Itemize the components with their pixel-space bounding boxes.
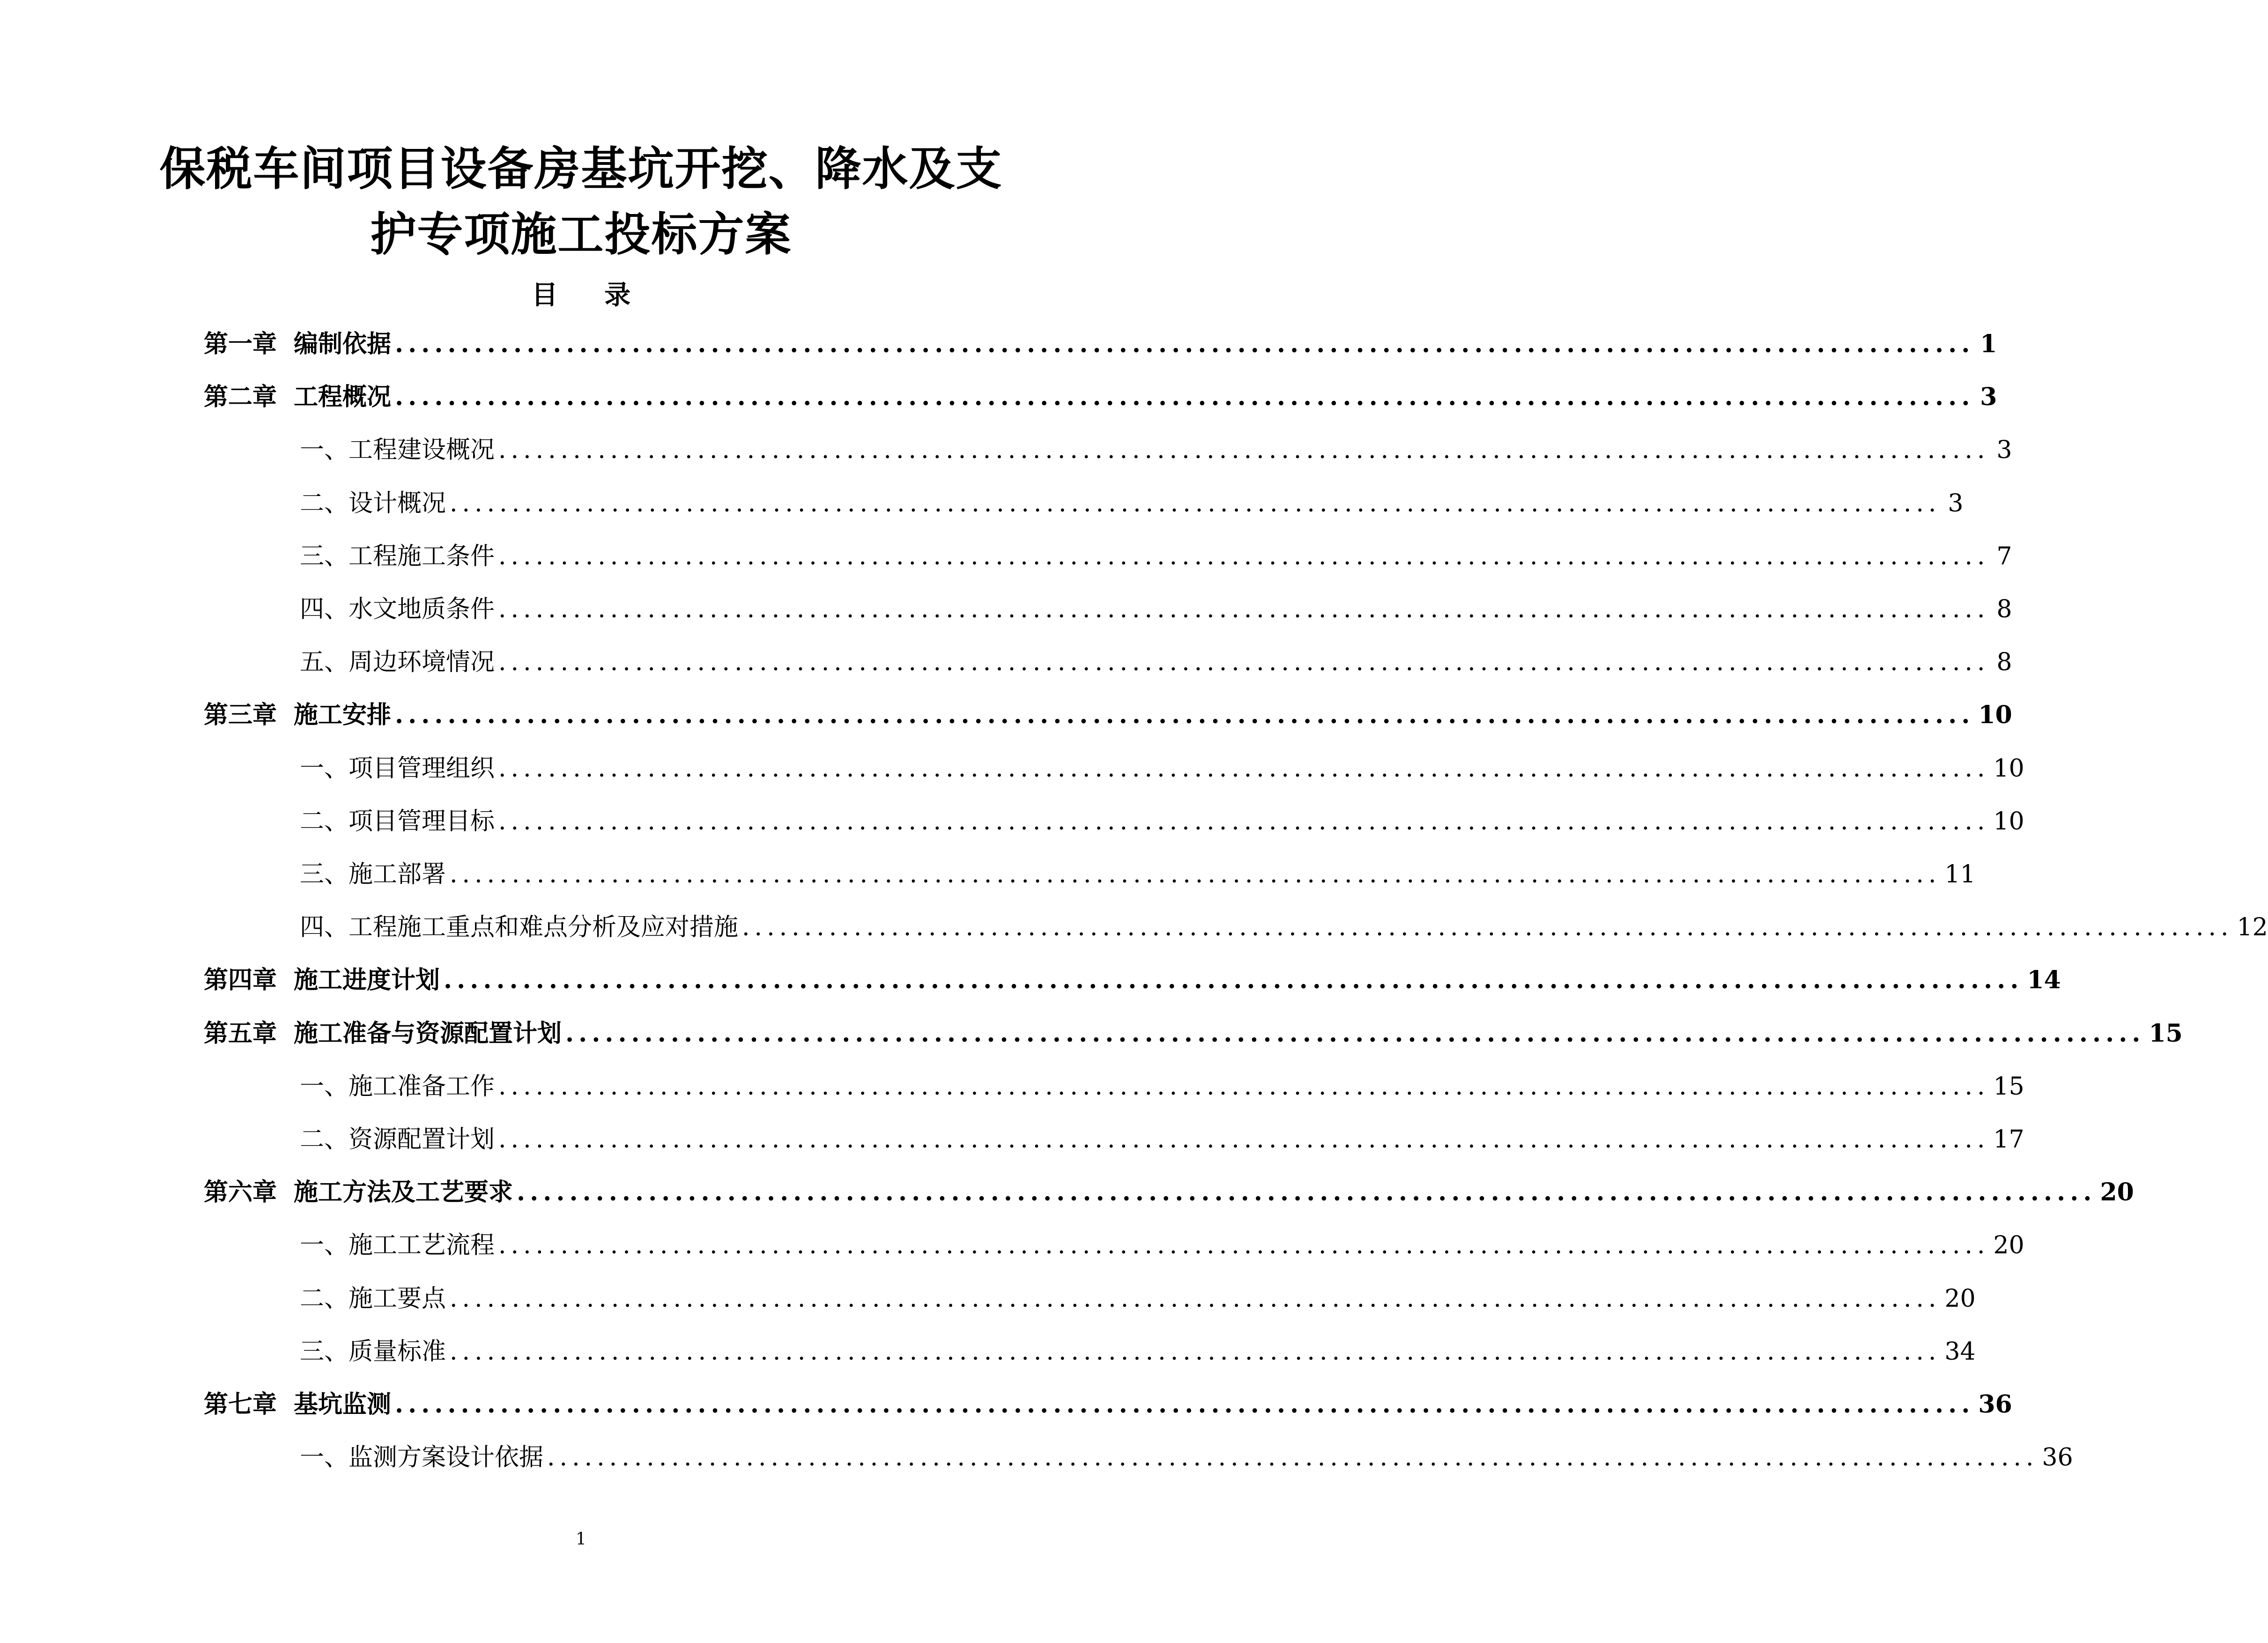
toc-entry-title: 一、工程建设概况 bbox=[300, 436, 495, 465]
toc-page-number: 36 bbox=[1978, 1390, 2012, 1419]
toc-dot-leader: ........................................................................................................................ bbox=[498, 595, 1990, 623]
toc-chapter-entry[interactable] bbox=[204, 323, 1997, 365]
toc-dot-leader: ........................................................................................................................ bbox=[498, 807, 1990, 836]
toc-entry-label bbox=[300, 1066, 495, 1108]
toc-entry-title: 编制依据 bbox=[294, 330, 392, 358]
toc-page-number: 36 bbox=[2042, 1443, 2073, 1472]
toc-page-number: 15 bbox=[2149, 1019, 2183, 1048]
toc-entry-label bbox=[204, 323, 391, 365]
toc-entry-title: 二、设计概况 bbox=[300, 489, 446, 518]
toc-section-entry[interactable] bbox=[300, 1436, 2073, 1479]
toc-chapter-entry[interactable] bbox=[204, 1171, 2134, 1214]
toc-entry-title: 三、施工部署 bbox=[300, 860, 446, 888]
toc-entry-label bbox=[300, 1436, 543, 1479]
toc-dot-leader: ........................................................................................................................ bbox=[498, 754, 1990, 783]
toc-entry-label bbox=[300, 641, 495, 683]
toc-entry-title: 三、质量标准 bbox=[300, 1337, 446, 1366]
toc-dot-leader: ........................................................................................................................ bbox=[395, 383, 1975, 412]
toc-entry-title: 一、施工准备工作 bbox=[300, 1072, 495, 1101]
toc-section-entry[interactable] bbox=[300, 1224, 2024, 1266]
toc-entry-label bbox=[300, 1224, 495, 1266]
toc-entry-title: 施工安排 bbox=[294, 701, 392, 730]
toc-entry-title: 施工方法及工艺要求 bbox=[294, 1178, 513, 1207]
toc-entry-title: 工程概况 bbox=[294, 383, 392, 412]
toc-page-number: 20 bbox=[2100, 1178, 2134, 1207]
toc-page-number: 34 bbox=[1944, 1337, 1976, 1366]
toc-entry-label bbox=[300, 429, 495, 471]
toc-dot-leader: ........................................................................................................................ bbox=[742, 913, 2233, 942]
toc-entry-label bbox=[300, 1278, 446, 1320]
toc-page-number: 15 bbox=[1993, 1072, 2024, 1101]
toc-entry-title: 施工准备与资源配置计划 bbox=[294, 1019, 562, 1048]
toc-section-entry[interactable] bbox=[300, 482, 1964, 525]
toc-chapter-number: 第四章 bbox=[204, 966, 277, 995]
toc-section-entry[interactable] bbox=[300, 1278, 1976, 1320]
toc-page-number: 1 bbox=[1980, 330, 1997, 358]
toc-entry-label bbox=[204, 959, 440, 1001]
toc-section-entry[interactable] bbox=[300, 1331, 1976, 1373]
toc-page-number: 10 bbox=[1993, 754, 2024, 783]
toc-page-number: 11 bbox=[1944, 860, 1976, 888]
toc-dot-leader: ........................................................................................................................ bbox=[395, 330, 1975, 358]
toc-dot-leader: ........................................................................................................................ bbox=[395, 1390, 1975, 1419]
toc-section-entry[interactable] bbox=[300, 853, 1976, 896]
toc-section-entry[interactable] bbox=[300, 906, 2268, 948]
toc-page-number: 10 bbox=[1978, 701, 2012, 730]
page-number: 1 bbox=[576, 1530, 586, 1549]
toc-chapter-entry[interactable] bbox=[204, 1013, 2183, 1055]
toc-dot-leader: ........................................................................................................................ bbox=[498, 648, 1990, 677]
toc-entry-label bbox=[204, 694, 391, 736]
toc-dot-leader: ........................................................................................................................ bbox=[450, 1284, 1941, 1313]
toc-chapter-number: 第三章 bbox=[204, 701, 277, 730]
toc-dot-leader: ........................................................................................................................ bbox=[517, 1178, 2097, 1207]
toc-page-number: 3 bbox=[1996, 436, 2012, 465]
toc-dot-leader: ........................................................................................................................ bbox=[444, 966, 2023, 995]
toc-entry-label bbox=[300, 1118, 495, 1161]
toc-section-entry[interactable] bbox=[300, 747, 2024, 790]
toc-page-number: 20 bbox=[1993, 1231, 2024, 1260]
toc-entry-label bbox=[300, 1331, 446, 1373]
toc-entry-title: 一、监测方案设计依据 bbox=[300, 1443, 544, 1472]
toc-chapter-entry[interactable] bbox=[204, 376, 1997, 418]
toc-entry-label bbox=[300, 535, 495, 577]
toc-chapter-number: 第一章 bbox=[204, 330, 277, 358]
toc-dot-leader: ........................................................................................................................ bbox=[450, 489, 1941, 518]
toc-section-entry[interactable] bbox=[300, 535, 2012, 577]
toc-dot-leader: ........................................................................................................................ bbox=[450, 1337, 1941, 1366]
toc-dot-leader: ........................................................................................................................ bbox=[450, 860, 1941, 888]
toc-entry-label bbox=[204, 376, 391, 418]
toc-dot-leader: ........................................................................................................................ bbox=[547, 1443, 2038, 1472]
toc-page-number: 8 bbox=[1996, 648, 2012, 677]
toc-entry-title: 二、项目管理目标 bbox=[300, 807, 495, 836]
toc-chapter-entry[interactable] bbox=[204, 959, 2061, 1001]
toc-dot-leader: ........................................................................................................................ bbox=[565, 1019, 2145, 1048]
toc-chapter-number: 第二章 bbox=[204, 383, 277, 412]
toc-chapter-number: 第六章 bbox=[204, 1178, 277, 1207]
toc-entry-label bbox=[204, 1384, 391, 1426]
toc-page-number: 17 bbox=[1993, 1125, 2024, 1154]
toc-entry-title: 一、项目管理组织 bbox=[300, 754, 495, 783]
toc-heading: 目 录 bbox=[531, 280, 650, 311]
toc-page-number: 8 bbox=[1996, 595, 2012, 623]
toc-entry-label bbox=[300, 482, 446, 525]
toc-entry-label bbox=[300, 588, 495, 630]
toc-page-number: 3 bbox=[1980, 383, 1997, 412]
toc-dot-leader: ........................................................................................................................ bbox=[498, 1072, 1990, 1101]
toc-entry-title: 施工进度计划 bbox=[294, 966, 440, 995]
toc-chapter-number: 第七章 bbox=[204, 1390, 277, 1419]
toc-entry-label bbox=[300, 853, 446, 896]
toc-entry-title: 基坑监测 bbox=[294, 1390, 392, 1419]
toc-entry-label bbox=[204, 1171, 513, 1214]
toc-entry-title: 一、施工工艺流程 bbox=[300, 1231, 495, 1260]
document-title-line-2: 护专项施工投标方案 bbox=[370, 207, 792, 261]
toc-entry-title: 二、资源配置计划 bbox=[300, 1125, 495, 1154]
toc-page-number: 10 bbox=[1993, 807, 2024, 836]
toc-dot-leader: ........................................................................................................................ bbox=[498, 436, 1990, 465]
toc-section-entry[interactable] bbox=[300, 641, 2012, 683]
toc-chapter-entry[interactable] bbox=[204, 1384, 2012, 1426]
toc-entry-title: 五、周边环境情况 bbox=[300, 648, 495, 677]
toc-dot-leader: ........................................................................................................................ bbox=[498, 1231, 1990, 1260]
toc-section-entry[interactable] bbox=[300, 800, 2024, 843]
toc-entry-label bbox=[300, 747, 495, 790]
toc-section-entry[interactable] bbox=[300, 1066, 2024, 1108]
document-title-line-1: 保税车间项目设备房基坑开挖、降水及支 bbox=[159, 142, 1003, 196]
toc-entry-title: 二、施工要点 bbox=[300, 1284, 446, 1313]
toc-section-entry[interactable] bbox=[300, 429, 2012, 471]
toc-chapter-entry[interactable] bbox=[204, 694, 2012, 736]
toc-entry-title: 四、工程施工重点和难点分析及应对措施 bbox=[300, 913, 739, 942]
toc-entry-label bbox=[300, 906, 738, 948]
toc-page-number: 20 bbox=[1944, 1284, 1976, 1313]
toc-section-entry[interactable] bbox=[300, 588, 2012, 630]
toc-entry-title: 四、水文地质条件 bbox=[300, 595, 495, 623]
toc-dot-leader: ........................................................................................................................ bbox=[498, 542, 1990, 570]
toc-entry-label bbox=[204, 1013, 562, 1055]
toc-chapter-number: 第五章 bbox=[204, 1019, 277, 1048]
toc-entry-label bbox=[300, 800, 495, 843]
toc-section-entry[interactable] bbox=[300, 1118, 2024, 1161]
toc-entry-title: 三、工程施工条件 bbox=[300, 542, 495, 570]
toc-dot-leader: ........................................................................................................................ bbox=[498, 1125, 1990, 1154]
toc-page-number: 3 bbox=[1948, 489, 1964, 518]
toc-page-number: 12 bbox=[2237, 913, 2268, 942]
toc-page-number: 7 bbox=[1996, 542, 2012, 570]
toc-dot-leader: ........................................................................................................................ bbox=[395, 701, 1975, 730]
toc-page-number: 14 bbox=[2027, 966, 2061, 995]
